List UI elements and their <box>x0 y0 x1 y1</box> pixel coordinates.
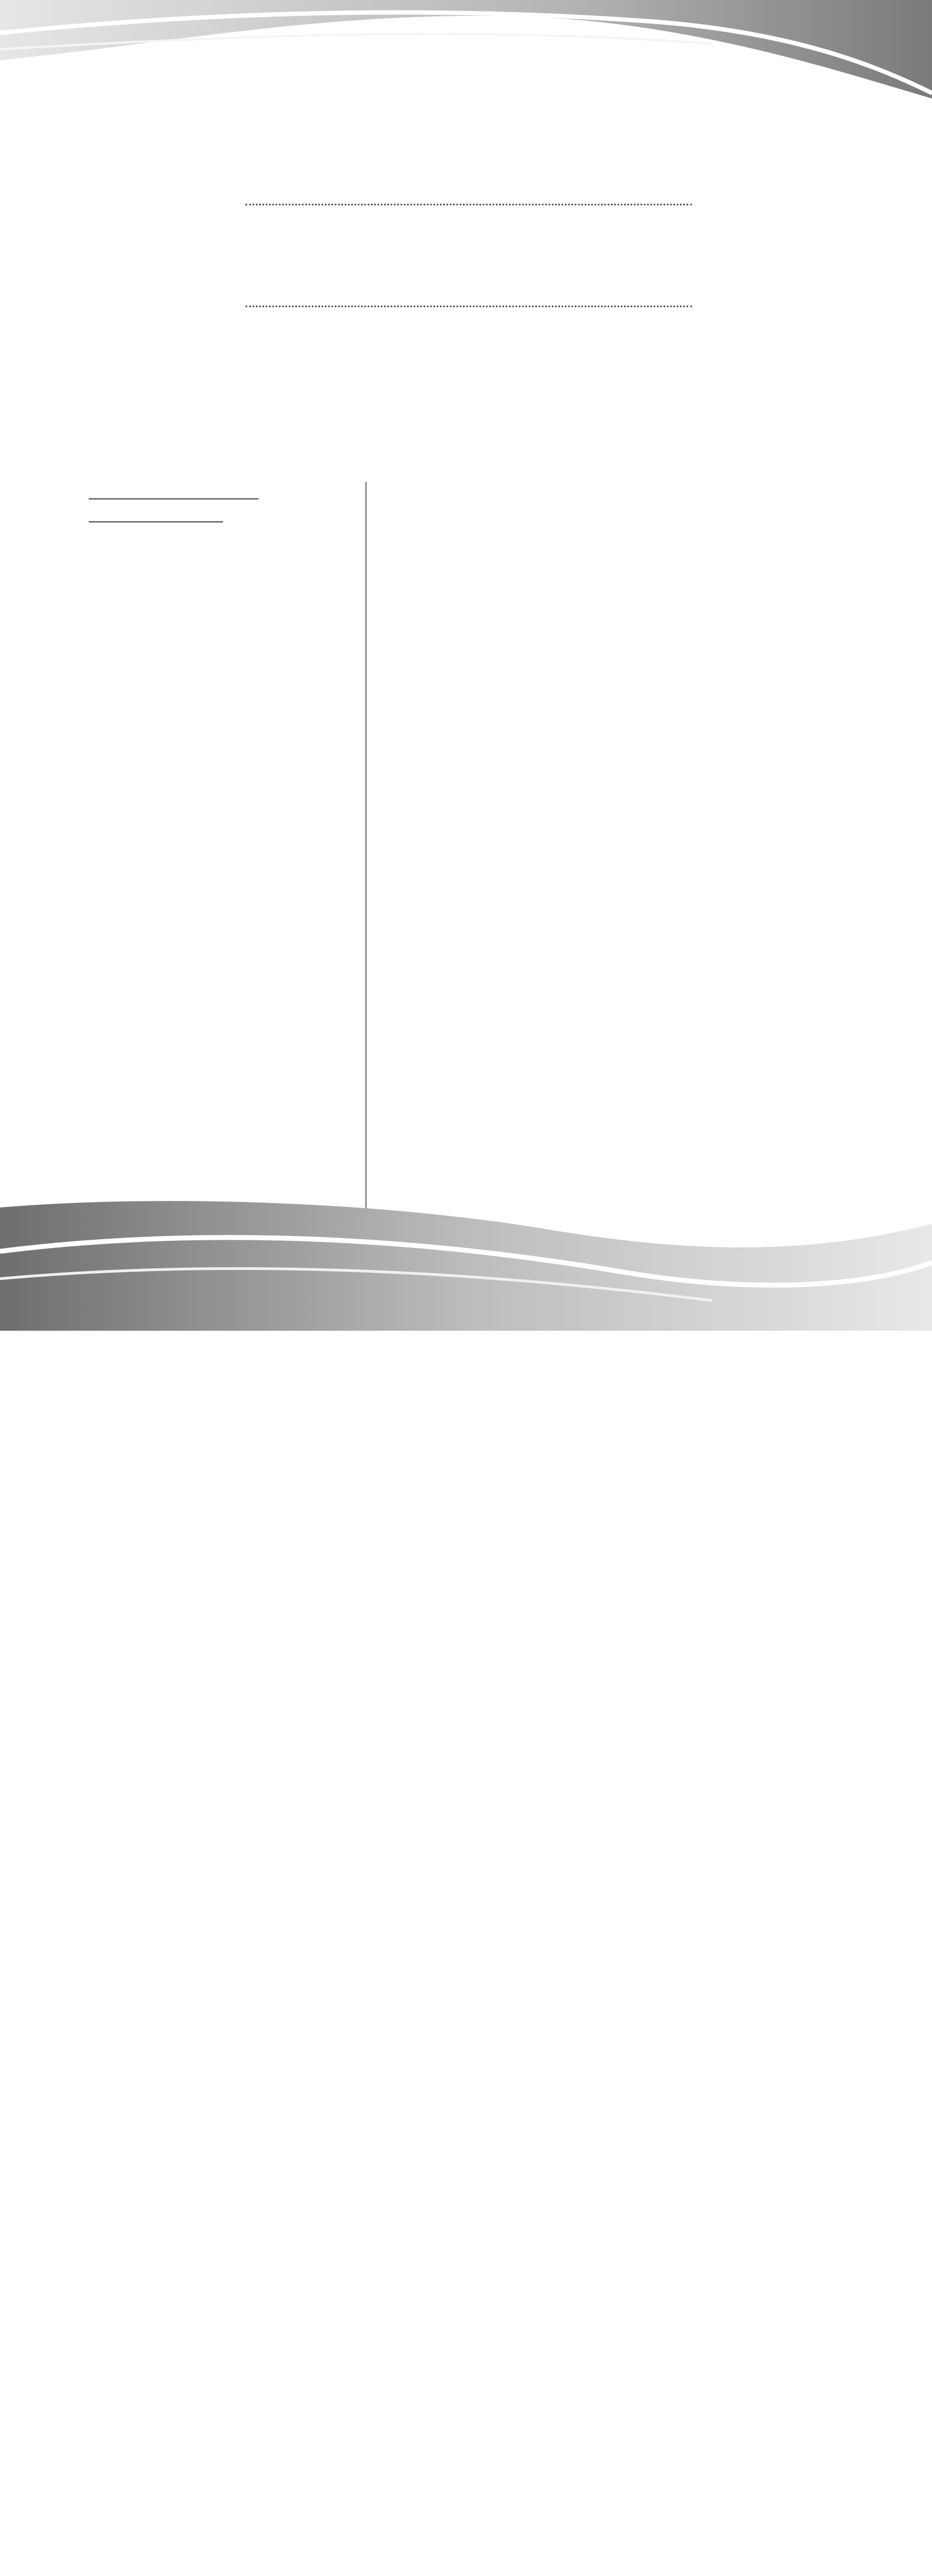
divider <box>89 498 259 499</box>
top-wave-decoration <box>0 0 932 104</box>
middle-wave-decoration <box>0 1191 932 1331</box>
divider <box>89 521 223 522</box>
dotted-divider <box>245 306 692 307</box>
masthead-info <box>89 482 346 522</box>
dotted-divider <box>245 204 692 205</box>
column-divider <box>365 482 367 1232</box>
